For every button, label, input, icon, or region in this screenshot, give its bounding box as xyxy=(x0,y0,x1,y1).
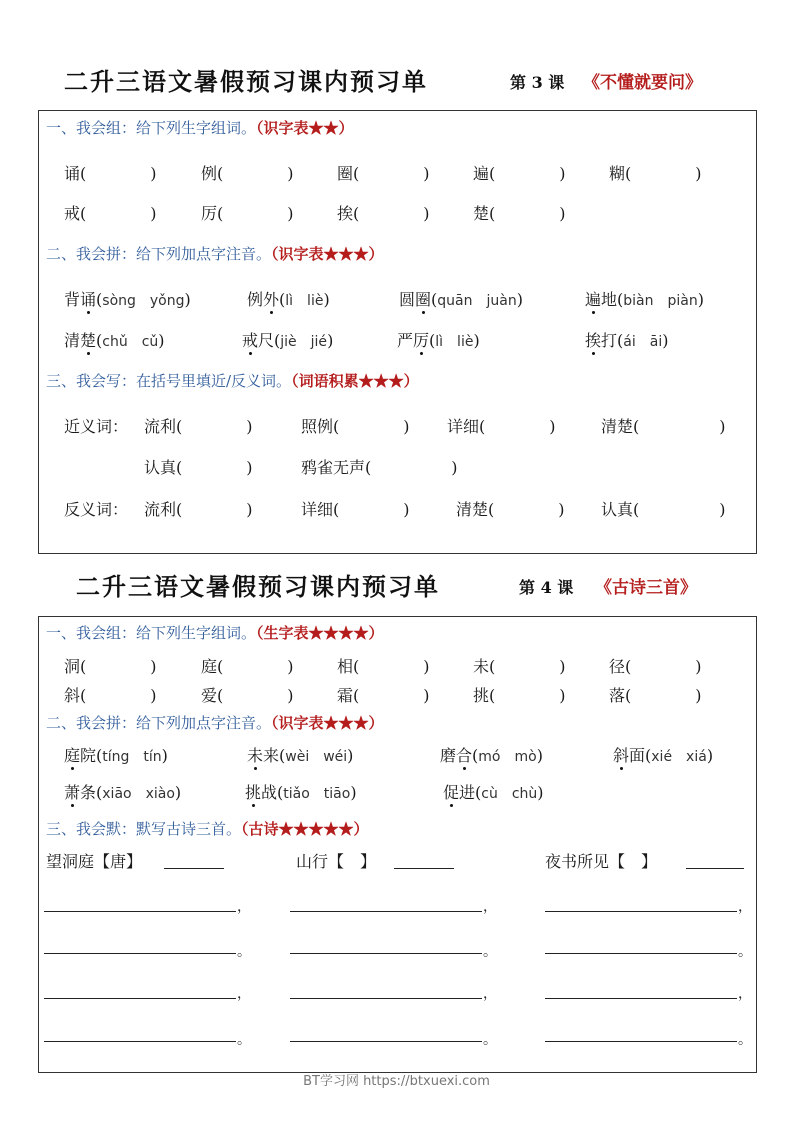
punctuation: ， xyxy=(237,986,251,1002)
pinyin-choice[interactable]: 萧条(xiāo xiào) xyxy=(64,780,181,803)
lesson4-section1-heading: 一、我会组：给下列生字组词。（生字表★★★★） xyxy=(46,624,384,642)
word-blank[interactable]: 庭( ) xyxy=(201,657,294,676)
pinyin-choice[interactable]: 例外(lì liè) xyxy=(247,287,330,310)
word-blank[interactable]: 径( ) xyxy=(609,657,702,676)
writing-line[interactable] xyxy=(44,953,236,954)
lesson4-title: 二升三语文暑假预习课内预习单 xyxy=(76,572,440,601)
synonym-blank[interactable]: 清楚( ) xyxy=(601,417,726,436)
punctuation: ， xyxy=(483,899,497,915)
poem-title: 山行【 】 xyxy=(296,852,377,871)
punctuation: ， xyxy=(483,986,497,1002)
pinyin-choice[interactable]: 圆圈(quān juàn) xyxy=(399,287,523,310)
punctuation: 。 xyxy=(738,1032,752,1048)
antonym-label: 反义词： xyxy=(64,500,129,519)
punctuation: 。 xyxy=(237,944,251,960)
synonym-blank[interactable]: 照例( ) xyxy=(301,417,410,436)
author-line[interactable] xyxy=(394,868,454,869)
punctuation: 。 xyxy=(738,944,752,960)
word-blank[interactable]: 诵( ) xyxy=(64,164,157,183)
word-blank[interactable]: 戒( ) xyxy=(64,204,157,223)
pinyin-choice[interactable]: 磨合(mó mò) xyxy=(440,743,543,766)
word-blank[interactable]: 相( ) xyxy=(337,657,430,676)
footer-watermark: BT学习网 https://btxuexi.com xyxy=(303,1074,490,1089)
word-blank[interactable]: 圈( ) xyxy=(337,164,430,183)
punctuation: ， xyxy=(237,899,251,915)
punctuation: 。 xyxy=(483,1032,497,1048)
lesson4-name: 《古诗三首》 xyxy=(595,578,697,598)
antonym-blank[interactable]: 流利( ) xyxy=(144,500,253,519)
punctuation: 。 xyxy=(483,944,497,960)
punctuation: 。 xyxy=(237,1032,251,1048)
word-blank[interactable]: 霜( ) xyxy=(337,686,430,705)
writing-line[interactable] xyxy=(290,911,482,912)
lesson3-number: 第 3 课 xyxy=(510,73,565,92)
word-blank[interactable]: 爱( ) xyxy=(201,686,294,705)
writing-line[interactable] xyxy=(545,1041,737,1042)
pinyin-choice[interactable]: 未来(wèi wéi) xyxy=(247,743,353,766)
lesson4-title-row xyxy=(0,567,793,607)
lesson3-section1-heading: 一、我会组：给下列生字组词。（识字表★★） xyxy=(46,119,354,137)
antonym-blank[interactable]: 详细( ) xyxy=(301,500,410,519)
word-blank[interactable]: 斜( ) xyxy=(64,686,157,705)
pinyin-choice[interactable]: 挨打(ái āi) xyxy=(585,328,668,351)
pinyin-choice[interactable]: 庭院(tíng tín) xyxy=(64,743,168,766)
pinyin-choice[interactable]: 遍地(biàn piàn) xyxy=(585,287,704,310)
lesson3-section2-heading: 二、我会拼：给下列加点字注音。（识字表★★★） xyxy=(46,245,384,263)
writing-line[interactable] xyxy=(290,998,482,999)
writing-line[interactable] xyxy=(290,953,482,954)
writing-line[interactable] xyxy=(545,911,737,912)
word-blank[interactable]: 洞( ) xyxy=(64,657,157,676)
pinyin-choice[interactable]: 严厉(lì liè) xyxy=(397,328,480,351)
lesson4-number: 第 4 课 xyxy=(519,578,574,597)
word-blank[interactable]: 遍( ) xyxy=(473,164,566,183)
writing-line[interactable] xyxy=(545,998,737,999)
word-blank[interactable]: 糊( ) xyxy=(609,164,702,183)
lesson4-section2-heading: 二、我会拼：给下列加点字注音。（识字表★★★） xyxy=(46,714,384,732)
word-blank[interactable]: 楚( ) xyxy=(473,204,566,223)
antonym-blank[interactable]: 认真( ) xyxy=(601,500,726,519)
lesson3-section3-heading: 三、我会写：在括号里填近/反义词。（词语积累★★★） xyxy=(46,372,419,390)
synonym-blank[interactable]: 鸦雀无声( ) xyxy=(301,458,458,477)
antonym-blank[interactable]: 清楚( ) xyxy=(456,500,565,519)
writing-line[interactable] xyxy=(290,1041,482,1042)
writing-line[interactable] xyxy=(545,953,737,954)
writing-line[interactable] xyxy=(44,1041,236,1042)
poem-title: 夜书所见【 】 xyxy=(545,852,658,871)
synonym-blank[interactable]: 流利( ) xyxy=(144,417,253,436)
pinyin-choice[interactable]: 清楚(chǔ cǔ) xyxy=(64,328,165,351)
word-blank[interactable]: 未( ) xyxy=(473,657,566,676)
word-blank[interactable]: 厉( ) xyxy=(201,204,294,223)
word-blank[interactable]: 例( ) xyxy=(201,164,294,183)
word-blank[interactable]: 挑( ) xyxy=(473,686,566,705)
pinyin-choice[interactable]: 挑战(tiǎo tiāo) xyxy=(245,780,357,803)
synonym-blank[interactable]: 认真( ) xyxy=(144,458,253,477)
pinyin-choice[interactable]: 背诵(sòng yǒng) xyxy=(64,287,191,310)
pinyin-choice[interactable]: 戒尺(jiè jié) xyxy=(242,328,333,351)
author-line[interactable] xyxy=(164,868,224,869)
writing-line[interactable] xyxy=(44,998,236,999)
punctuation: ， xyxy=(738,986,752,1002)
lesson3-title-row xyxy=(0,62,793,102)
lesson3-name: 《不懂就要问》 xyxy=(583,73,702,93)
pinyin-choice[interactable]: 促进(cù chù) xyxy=(443,780,544,803)
word-blank[interactable]: 落( ) xyxy=(609,686,702,705)
lesson3-title: 二升三语文暑假预习课内预习单 xyxy=(64,67,428,96)
synonym-label: 近义词： xyxy=(64,417,129,436)
writing-line[interactable] xyxy=(44,911,236,912)
pinyin-choice[interactable]: 斜面(xié xiá) xyxy=(613,743,713,766)
author-line[interactable] xyxy=(686,868,744,869)
synonym-blank[interactable]: 详细( ) xyxy=(447,417,556,436)
punctuation: ， xyxy=(738,899,752,915)
poem-title: 望洞庭【唐】 xyxy=(46,852,143,871)
lesson4-section3-heading: 三、我会默：默写古诗三首。（古诗★★★★★） xyxy=(46,820,369,838)
word-blank[interactable]: 挨( ) xyxy=(337,204,430,223)
